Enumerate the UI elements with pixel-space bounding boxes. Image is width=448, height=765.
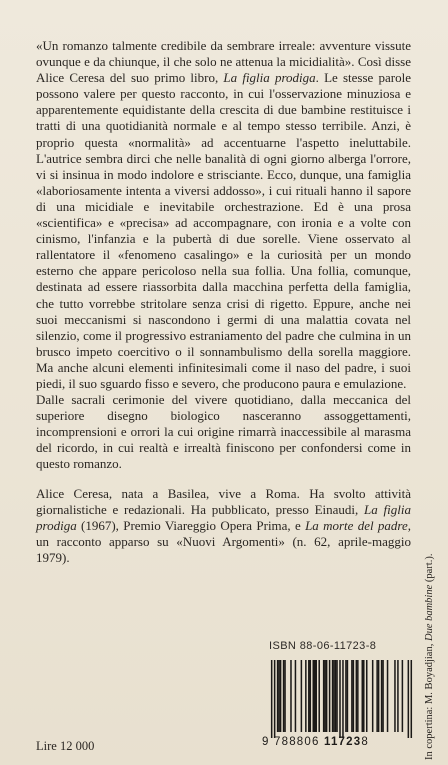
barcode-bar xyxy=(290,660,292,732)
barcode-bar xyxy=(274,660,276,738)
barcode-bar xyxy=(387,660,389,732)
barcode-bar xyxy=(284,660,286,732)
barcode-bar xyxy=(332,660,334,732)
credit-artwork-title: Due bambine xyxy=(424,584,435,642)
barcode-first-digit: 9 xyxy=(262,736,270,748)
barcode-bar xyxy=(366,660,368,732)
blurb-p1-start: «Un romanzo talmente credibile da sembrare irreale: avventure vissute ovunque e da chiunque, il che solo ne attenua la micidialità». Così disse Alice Ceresa del suo primo libro, xyxy=(36,38,411,86)
isbn-label: ISBN 88-06-11723-8 xyxy=(269,640,377,652)
barcode-bar xyxy=(381,660,383,732)
barcode-bar xyxy=(363,660,365,732)
barcode-bar xyxy=(314,660,316,732)
barcode-bar xyxy=(411,660,413,738)
blurb-text xyxy=(36,38,411,473)
barcode-bar xyxy=(372,660,374,732)
barcode-bar xyxy=(394,660,396,732)
barcode-bar xyxy=(333,660,335,732)
barcode-bar xyxy=(356,660,358,732)
credit-suffix: (part.). xyxy=(424,553,435,585)
barcode-bar xyxy=(278,660,280,732)
barcode-bar xyxy=(339,660,341,738)
barcode-bar xyxy=(353,660,355,732)
bio-end: , un racconto apparso su «Nuovi Argomenti» (n. 62, aprile-maggio 1979). xyxy=(36,518,411,566)
barcode-bar xyxy=(277,660,279,732)
barcode-bar xyxy=(342,660,344,738)
blurb-paragraph-1 xyxy=(36,38,411,392)
author-bio xyxy=(36,486,411,566)
barcode-bar xyxy=(315,660,317,732)
cover-credit xyxy=(424,554,435,760)
barcode-check-digit: 8 xyxy=(361,736,369,748)
blurb-p1-rest: . Le stesse parole possono valere per questo racconto, in cui l'osservazione minuziosa e apparentemente equidistante della crescita di due bambine restituisce i tratti di una quotidianità normale e al tempo stesso terribile. Anzi, è proprio questa «normalità» ad accentuarne l'aspetto ineluttabile. L'autrice sembra dirci che nelle banalità di ogni giorno alberga l'orrore, vi si insinua in modo indolore e strisciante. Ecco, dunque, una famiglia «laboriosamente intenta a viversi addosso», i cui rituali hanno il sapore di una micidiale e inevitabile orchestrazione. Ed è una prosa «scientifica» e «precisa» ad accompagnare, con ironia e a volte con cinismo, l'infanzia e la pubertà di due sorelle. Viene osservato al rallentatore il «fenomeno casalingo» e la curiosità per un mondo esterno che appare pericoloso nella sua follia. Una follia, comunque, destinata ad essere riassorbita dalla macchina perfetta della famiglia, che tutto vorrebbe stritolare senza crisi di rigetto. Eppure, anche nei suoi meccanismi si nascondono i germi di una malattia covata nel silenzio, come il progressivo estraniamento del padre che culmina in un brusco impeto coercitivo o il sonnambulismo della sorella maggiore. Ma anche alcuni elementi infinitesimali come il naso del padre, i suoi piedi, il suo sguardo fisso e severo, che producono paura e emulazione. xyxy=(36,70,411,391)
bio-start: Alice Ceresa, nata a Basilea, vive a Roma. Ha svolto attività giornalistiche e redazionali. Ha pubblicato, presso Einaudi, xyxy=(36,486,411,518)
bio-title-1: La figlia prodiga xyxy=(36,502,411,534)
bio-middle: (1967), Premio Viareggio Opera Prima, e xyxy=(76,518,306,534)
barcode-bar xyxy=(347,660,349,732)
barcode-bar xyxy=(329,660,331,732)
barcode-bar xyxy=(318,660,320,732)
barcode-bar xyxy=(313,660,315,732)
price-label: Lire 12 000 xyxy=(36,739,95,753)
barcode-bar xyxy=(357,660,359,732)
barcode-left-digits: 788806 xyxy=(274,736,320,748)
barcode-bar xyxy=(376,660,378,732)
barcode-bar xyxy=(335,660,337,732)
bio-title-2: La morte del padre xyxy=(305,518,408,534)
barcode-bar xyxy=(310,660,312,732)
barcode-bar xyxy=(345,660,347,732)
barcode-bar xyxy=(283,660,285,732)
barcode-bar xyxy=(308,660,310,732)
barcode-bar xyxy=(397,660,399,732)
credit-prefix: In copertina: M. Boyadjian, xyxy=(424,641,435,760)
barcode-bar xyxy=(336,660,338,732)
barcode-bar xyxy=(402,660,404,732)
barcode-bar xyxy=(324,660,326,732)
barcode-bar xyxy=(280,660,282,732)
barcode-bar xyxy=(408,660,410,738)
barcode-bar xyxy=(382,660,384,732)
barcode-bar xyxy=(301,660,303,732)
barcode-right-digits: 11723 xyxy=(324,736,362,748)
barcode-bar xyxy=(323,660,325,732)
barcode-bar xyxy=(305,660,307,732)
barcode-digits xyxy=(262,736,415,748)
barcode-bar xyxy=(362,660,364,732)
blurb-paragraph-2: Dalle sacrali cerimonie del vivere quotidiano, dalla meccanica del superiore disegno biologico nasceranno assoggettamenti, incomprensioni e orrori la cui origine rimarrà inaccessibile al marasma del ricordo, in cui realtà e irrealtà finiscono per confondersi come in questo romanzo. xyxy=(36,392,411,472)
barcode-bar xyxy=(271,660,273,738)
barcode-bar xyxy=(378,660,380,732)
barcode-bar xyxy=(351,660,353,732)
blurb-book-title: La figlia prodiga xyxy=(223,70,316,86)
barcode-bar xyxy=(326,660,328,732)
barcode-graphic xyxy=(262,660,415,738)
barcode-bar xyxy=(295,660,297,732)
